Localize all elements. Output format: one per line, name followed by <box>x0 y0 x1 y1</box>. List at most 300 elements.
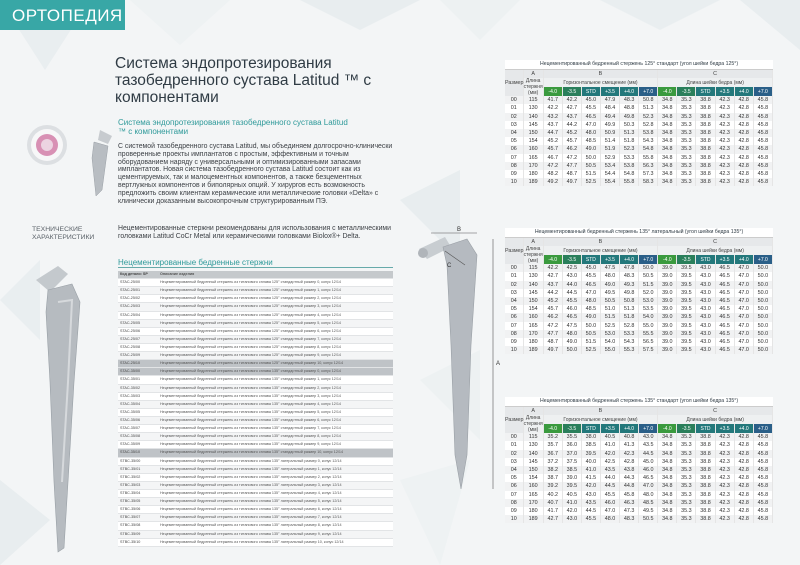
col-c-subheader: Длина шейки бедра (мм) <box>658 246 773 255</box>
value-cell: 39.5 <box>677 289 696 297</box>
value-cell: 50.0 <box>753 264 772 272</box>
value-cell: 47.0 <box>734 330 753 338</box>
value-cell: 47.0 <box>734 297 753 305</box>
value-cell: 42.8 <box>734 96 753 104</box>
value-cell: 45.5 <box>581 104 600 112</box>
value-cell: 38.8 <box>696 450 715 458</box>
value-cell: 130 <box>523 441 543 449</box>
value-cell: 35.5 <box>562 433 581 441</box>
list-item <box>118 352 393 360</box>
value-cell: 43.0 <box>639 433 658 441</box>
value-cell: 55.4 <box>600 178 619 186</box>
value-cell: 49.9 <box>600 121 619 129</box>
value-cell: 35.2 <box>543 433 562 441</box>
part-description: Нецементированный бедренный стержень из титанового сплава 125° стандартный размер 9, конус 12/14 <box>160 353 341 358</box>
value-cell: 51.0 <box>600 305 619 313</box>
offset-row <box>505 255 773 264</box>
value-cell: 42.8 <box>734 178 753 186</box>
value-cell: 50.0 <box>753 289 772 297</box>
list-item <box>118 401 393 409</box>
value-cell: 34.8 <box>658 441 677 449</box>
value-cell: 145 <box>523 289 543 297</box>
value-cell: 45.8 <box>753 154 772 162</box>
value-cell: 42.0 <box>581 482 600 490</box>
value-cell: 35.3 <box>677 145 696 153</box>
value-cell: 53.3 <box>620 154 639 162</box>
value-cell: 39.5 <box>581 450 600 458</box>
size-cell: 10 <box>505 346 523 354</box>
value-cell: 48.0 <box>562 330 581 338</box>
value-cell: 42.8 <box>734 121 753 129</box>
value-cell: 45.8 <box>753 507 772 515</box>
offset-cell: +3.5 <box>600 424 619 433</box>
value-cell: 115 <box>523 96 543 104</box>
value-cell: 36.0 <box>562 441 581 449</box>
section-header <box>0 0 125 30</box>
value-cell: 34.8 <box>658 145 677 153</box>
value-cell: 45.5 <box>581 272 600 280</box>
value-cell: 52.8 <box>620 322 639 330</box>
table-caption: Нецементированный бедренный стержень 135° латеральный (угол шейки бедра 135°) <box>505 228 773 238</box>
part-code: STBC-35/04 <box>120 490 141 495</box>
value-cell: 44.2 <box>562 121 581 129</box>
value-cell: 48.2 <box>543 170 562 178</box>
part-code: STBC-35/08 <box>120 523 141 528</box>
part-description: Нецементированный бедренный стержень из титанового сплава 135° стандартный размер 6, конус 12/14 <box>160 417 341 422</box>
value-cell: 48.7 <box>562 170 581 178</box>
value-cell: 55.8 <box>620 178 639 186</box>
value-cell: 35.3 <box>677 499 696 507</box>
size-cell: 03 <box>505 121 523 129</box>
stem-image-large <box>28 262 108 562</box>
offset-cell: -4.0 <box>658 255 677 264</box>
value-cell: 47.0 <box>734 289 753 297</box>
offset-cell: STD <box>581 87 600 96</box>
value-cell: 35.3 <box>677 491 696 499</box>
value-cell: 42.0 <box>562 507 581 515</box>
value-cell: 45.7 <box>562 137 581 145</box>
value-cell: 38.8 <box>696 154 715 162</box>
table-row <box>505 450 773 458</box>
value-cell: 47.0 <box>734 264 753 272</box>
col-a-subheader: Длина стержня (мм) <box>523 78 543 97</box>
part-description: Нецементированный бедренный стержень из титанового сплава 135° латеральный размер 3, конус 12/14 <box>160 482 342 487</box>
part-description: Нецементированный бедренный стержень из титанового сплава 135° латеральный размер 7, конус 12/14 <box>160 515 342 520</box>
col-c-header: C <box>658 70 773 78</box>
value-cell: 42.5 <box>562 264 581 272</box>
value-cell: 38.8 <box>696 441 715 449</box>
value-cell: 35.3 <box>677 507 696 515</box>
value-cell: 39.0 <box>658 305 677 313</box>
value-cell: 42.3 <box>715 162 734 170</box>
value-cell: 180 <box>523 338 543 346</box>
value-cell: 35.3 <box>677 113 696 121</box>
value-cell: 55.3 <box>620 346 639 354</box>
list-item <box>118 498 393 506</box>
part-code: STAC-25/00 <box>120 280 141 285</box>
value-cell: 58.3 <box>639 178 658 186</box>
col-b-header: B <box>543 238 658 246</box>
value-cell: 47.0 <box>581 289 600 297</box>
value-cell: 34.8 <box>658 113 677 121</box>
value-cell: 55.0 <box>639 322 658 330</box>
value-cell: 42.3 <box>715 113 734 121</box>
value-cell: 50.5 <box>581 162 600 170</box>
col-a-header: A <box>523 407 543 415</box>
value-cell: 45.2 <box>543 297 562 305</box>
value-cell: 47.7 <box>562 162 581 170</box>
value-cell: 42.3 <box>715 145 734 153</box>
value-cell: 46.5 <box>715 289 734 297</box>
value-cell: 57.3 <box>639 170 658 178</box>
table-row <box>505 96 773 104</box>
size-cell: 09 <box>505 507 523 515</box>
part-description: Нецементированный бедренный стержень из титанового сплава 125° стандартный размер 3, конус 12/14 <box>160 304 341 309</box>
value-cell: 43.0 <box>696 313 715 321</box>
value-cell: 44.5 <box>562 289 581 297</box>
value-cell: 46.2 <box>543 313 562 321</box>
value-cell: 39.0 <box>658 272 677 280</box>
part-description: Нецементированный бедренный стержень из титанового сплава 125° стандартный размер 6, конус 12/14 <box>160 328 341 333</box>
value-cell: 45.2 <box>562 129 581 137</box>
value-cell: 34.8 <box>658 491 677 499</box>
list-item <box>118 539 393 547</box>
part-description: Нецементированный бедренный стержень из титанового сплава 135° латеральный размер 5, конус 12/14 <box>160 499 342 504</box>
value-cell: 42.7 <box>562 104 581 112</box>
table-row <box>505 466 773 474</box>
value-cell: 115 <box>523 433 543 441</box>
part-description: Нецементированный бедренный стержень из титанового сплава 135° стандартный размер 0, конус 12/14 <box>160 369 341 374</box>
list-item <box>118 360 393 368</box>
value-cell: 49.0 <box>600 281 619 289</box>
list-item <box>118 409 393 417</box>
value-cell: 43.0 <box>696 330 715 338</box>
part-code: STAC-25/01 <box>120 288 141 293</box>
table-row <box>505 322 773 330</box>
part-code: STAC-35/00 <box>120 369 141 374</box>
list-item <box>118 514 393 522</box>
value-cell: 53.8 <box>639 129 658 137</box>
value-cell: 38.5 <box>581 441 600 449</box>
value-cell: 35.3 <box>677 482 696 490</box>
part-description: Нецементированный бедренный стержень из титанового сплава 135° латеральный размер 4, конус 12/14 <box>160 490 342 495</box>
part-description: Нецементированный бедренный стержень из титанового сплава 125° стандартный размер 0, конус 12/14 <box>160 280 341 285</box>
value-cell: 145 <box>523 458 543 466</box>
value-cell: 45.0 <box>581 264 600 272</box>
value-cell: 51.3 <box>620 129 639 137</box>
table-row <box>505 297 773 305</box>
body-paragraph-2: Нецементированные стержни рекомендованы для использования с металлическими головками Latitud CoCr Metal или керамическими головками Biolox®+ Delta. <box>118 225 392 240</box>
value-cell: 50.0 <box>753 281 772 289</box>
value-cell: 150 <box>523 466 543 474</box>
value-cell: 45.8 <box>753 104 772 112</box>
value-cell: 42.8 <box>620 458 639 466</box>
value-cell: 40.7 <box>543 499 562 507</box>
value-cell: 45.8 <box>753 145 772 153</box>
list-item <box>118 344 393 352</box>
value-cell: 45.5 <box>600 491 619 499</box>
value-cell: 50.0 <box>753 338 772 346</box>
value-cell: 50.0 <box>581 154 600 162</box>
table-row <box>505 338 773 346</box>
offset-cell: STD <box>696 255 715 264</box>
value-cell: 45.7 <box>543 145 562 153</box>
value-cell: 41.3 <box>620 441 639 449</box>
table-row <box>505 129 773 137</box>
value-cell: 40.0 <box>581 458 600 466</box>
value-cell: 44.5 <box>600 482 619 490</box>
list-item <box>118 376 393 384</box>
value-cell: 140 <box>523 281 543 289</box>
value-cell: 45.5 <box>581 515 600 523</box>
part-code: STBC-35/09 <box>120 531 141 536</box>
value-cell: 52.5 <box>600 322 619 330</box>
value-cell: 180 <box>523 170 543 178</box>
size-cell: 02 <box>505 450 523 458</box>
table-row <box>505 441 773 449</box>
value-cell: 42.3 <box>715 474 734 482</box>
part-code: STAC-25/06 <box>120 328 141 333</box>
value-cell: 50.8 <box>639 96 658 104</box>
value-cell: 38.8 <box>696 121 715 129</box>
value-cell: 39.0 <box>658 338 677 346</box>
value-cell: 54.4 <box>600 170 619 178</box>
value-cell: 48.3 <box>620 515 639 523</box>
size-cell: 05 <box>505 137 523 145</box>
size-header: Размер <box>505 238 523 264</box>
value-cell: 50.3 <box>620 121 639 129</box>
value-cell: 42.3 <box>715 507 734 515</box>
size-cell: 04 <box>505 297 523 305</box>
value-cell: 35.3 <box>677 129 696 137</box>
size-cell: 07 <box>505 491 523 499</box>
offset-cell: STD <box>581 255 600 264</box>
col-c-subheader: Длина шейки бедра (мм) <box>658 415 773 424</box>
value-cell: 37.2 <box>543 458 562 466</box>
value-cell: 42.8 <box>734 515 753 523</box>
value-cell: 42.8 <box>734 507 753 515</box>
part-code: STBC-35/10 <box>120 539 141 544</box>
list-item <box>118 490 393 498</box>
value-cell: 43.0 <box>562 272 581 280</box>
part-code: STAC-25/02 <box>120 296 141 301</box>
value-cell: 44.8 <box>620 482 639 490</box>
value-cell: 42.8 <box>734 450 753 458</box>
value-cell: 51.3 <box>620 305 639 313</box>
value-cell: 38.8 <box>696 96 715 104</box>
value-cell: 150 <box>523 297 543 305</box>
part-description: Нецементированный бедренный стержень из титанового сплава 135° латеральный размер 10, конус 12/14 <box>160 539 344 544</box>
value-cell: 39.5 <box>677 264 696 272</box>
part-description: Нецементированный бедренный стержень из титанового сплава 135° стандартный размер 7, конус 12/14 <box>160 426 341 431</box>
value-cell: 42.3 <box>715 96 734 104</box>
part-description: Нецементированный бедренный стержень из титанового сплава 135° стандартный размер 4, конус 12/14 <box>160 401 341 406</box>
table-row <box>505 137 773 145</box>
value-cell: 35.3 <box>677 458 696 466</box>
value-cell: 46.5 <box>715 313 734 321</box>
value-cell: 38.8 <box>696 474 715 482</box>
value-cell: 42.3 <box>715 433 734 441</box>
value-cell: 39.5 <box>677 272 696 280</box>
value-cell: 48.5 <box>639 499 658 507</box>
value-cell: 47.0 <box>734 338 753 346</box>
value-cell: 47.0 <box>600 507 619 515</box>
offset-cell: -3.5 <box>677 255 696 264</box>
value-cell: 53.0 <box>600 330 619 338</box>
size-cell: 02 <box>505 113 523 121</box>
value-cell: 55.0 <box>600 346 619 354</box>
offset-row <box>505 424 773 433</box>
divider <box>118 267 393 268</box>
value-cell: 40.5 <box>600 433 619 441</box>
value-cell: 50.5 <box>639 515 658 523</box>
size-cell: 07 <box>505 154 523 162</box>
offset-cell: -3.5 <box>677 424 696 433</box>
value-cell: 35.3 <box>677 154 696 162</box>
value-cell: 39.0 <box>562 474 581 482</box>
list-item <box>118 287 393 295</box>
value-cell: 51.8 <box>620 137 639 145</box>
part-code: STAC-25/07 <box>120 336 141 341</box>
value-cell: 34.8 <box>658 162 677 170</box>
value-cell: 44.5 <box>639 450 658 458</box>
value-cell: 49.4 <box>600 113 619 121</box>
table-subheader-row <box>505 78 773 87</box>
value-cell: 39.5 <box>562 482 581 490</box>
value-cell: 189 <box>523 346 543 354</box>
value-cell: 42.8 <box>734 499 753 507</box>
part-description: Нецементированный бедренный стержень из титанового сплава 135° стандартный размер 10, конус 12/14 <box>160 450 343 455</box>
value-cell: 53.4 <box>600 162 619 170</box>
value-cell: 51.8 <box>620 313 639 321</box>
value-cell: 46.5 <box>562 313 581 321</box>
value-cell: 165 <box>523 491 543 499</box>
col-b-subheader: Горизонтальное смещение (мм) <box>543 246 658 255</box>
table-row <box>505 491 773 499</box>
value-cell: 42.8 <box>734 137 753 145</box>
offset-cell: -4.0 <box>543 424 562 433</box>
value-cell: 55.8 <box>639 154 658 162</box>
value-cell: 38.0 <box>581 433 600 441</box>
value-cell: 49.0 <box>581 145 600 153</box>
value-cell: 42.3 <box>715 154 734 162</box>
value-cell: 43.0 <box>696 289 715 297</box>
value-cell: 54.3 <box>639 137 658 145</box>
part-code: STAC-25/03 <box>120 304 141 309</box>
part-description: Нецементированный бедренный стержень из титанового сплава 135° латеральный размер 2, конус 12/14 <box>160 474 342 479</box>
value-cell: 38.8 <box>696 145 715 153</box>
value-cell: 57.5 <box>639 346 658 354</box>
stem-dimension-diagram <box>405 225 505 515</box>
value-cell: 40.5 <box>562 491 581 499</box>
col-b-subheader: Горизонтальное смещение (мм) <box>543 78 658 87</box>
offset-cell: +7.0 <box>753 255 772 264</box>
value-cell: 46.5 <box>715 330 734 338</box>
value-cell: 43.7 <box>543 121 562 129</box>
offset-cell: -4.0 <box>658 424 677 433</box>
list-item <box>118 474 393 482</box>
value-cell: 39.0 <box>658 346 677 354</box>
table-header-row <box>505 70 773 78</box>
value-cell: 189 <box>523 515 543 523</box>
value-cell: 46.5 <box>715 338 734 346</box>
value-cell: 45.8 <box>753 96 772 104</box>
value-cell: 52.0 <box>639 289 658 297</box>
value-cell: 48.5 <box>581 137 600 145</box>
value-cell: 37.5 <box>562 458 581 466</box>
body-paragraph-1: С системой тазобедренного сустава Latitud, мы объединяем долгосрочно-клинически проверенные проекты имплантатов с простым, эффективным и точным оборудованием наряду с универсальными и оптимизированными запасами имплантатов. Новая система тазобедренного сустава Latitud состоит как из цементируемых, так и малоцементных компонентов, а также безцементных вертлужных компонентов и биполярных опций. У хирургов есть возможность предложить своим клиентам керамические или металлические головки «Delta» с клинически доказанным высокопрочным структурированным ПЭ. <box>118 143 393 205</box>
offset-cell: +3.5 <box>600 255 619 264</box>
table-row <box>505 458 773 466</box>
value-cell: 140 <box>523 113 543 121</box>
list-item <box>118 328 393 336</box>
value-cell: 42.3 <box>715 515 734 523</box>
value-cell: 38.8 <box>696 491 715 499</box>
part-description: Нецементированный бедренный стержень из титанового сплава 135° стандартный размер 8, конус 12/14 <box>160 434 341 439</box>
value-cell: 48.8 <box>620 104 639 112</box>
value-cell: 34.8 <box>658 121 677 129</box>
list-item <box>118 466 393 474</box>
col-b-header: B <box>543 407 658 415</box>
value-cell: 45.8 <box>753 433 772 441</box>
value-cell: 150 <box>523 129 543 137</box>
table-caption: Нецементированный бедренный стержень 135° стандарт (угол шейки бедра 135°) <box>505 397 773 407</box>
value-cell: 50.9 <box>600 129 619 137</box>
col-a-header: A <box>523 70 543 78</box>
offset-cell: +4.0 <box>620 255 639 264</box>
value-cell: 45.8 <box>753 441 772 449</box>
value-cell: 52.8 <box>639 121 658 129</box>
size-cell: 06 <box>505 482 523 490</box>
value-cell: 42.3 <box>620 450 639 458</box>
value-cell: 56.5 <box>639 338 658 346</box>
value-cell: 47.2 <box>543 322 562 330</box>
value-cell: 39.0 <box>658 313 677 321</box>
value-cell: 47.0 <box>734 305 753 313</box>
part-description: Нецементированный бедренный стержень из титанового сплава 135° латеральный размер 0, конус 12/14 <box>160 458 342 463</box>
list-item <box>118 393 393 401</box>
table-row <box>505 264 773 272</box>
value-cell: 38.8 <box>696 170 715 178</box>
table-row <box>505 281 773 289</box>
value-cell: 43.0 <box>696 264 715 272</box>
value-cell: 47.8 <box>620 264 639 272</box>
table-row <box>505 104 773 112</box>
part-code: STAC-35/08 <box>120 434 141 439</box>
value-cell: 51.4 <box>600 137 619 145</box>
col-b-subheader: Горизонтальное смещение (мм) <box>543 415 658 424</box>
part-description: Нецементированный бедренный стержень из титанового сплава 135° стандартный размер 3, конус 12/14 <box>160 393 341 398</box>
value-cell: 38.8 <box>696 499 715 507</box>
size-cell: 01 <box>505 441 523 449</box>
value-cell: 42.8 <box>734 491 753 499</box>
offset-cell: -4.0 <box>658 87 677 96</box>
value-cell: 39.0 <box>658 281 677 289</box>
value-cell: 45.8 <box>753 466 772 474</box>
table-row <box>505 515 773 523</box>
value-cell: 39.5 <box>677 322 696 330</box>
part-code: STAC-25/04 <box>120 312 141 317</box>
value-cell: 170 <box>523 499 543 507</box>
value-cell: 50.0 <box>581 322 600 330</box>
value-cell: 46.5 <box>715 281 734 289</box>
value-cell: 36.7 <box>543 450 562 458</box>
value-cell: 43.0 <box>562 515 581 523</box>
product-list <box>118 271 393 547</box>
size-header: Размер <box>505 407 523 433</box>
page-subtitle: Система эндопротезирования тазобедренного сустава Latitud ™ с компонентами <box>118 118 348 136</box>
value-cell: 42.3 <box>715 491 734 499</box>
